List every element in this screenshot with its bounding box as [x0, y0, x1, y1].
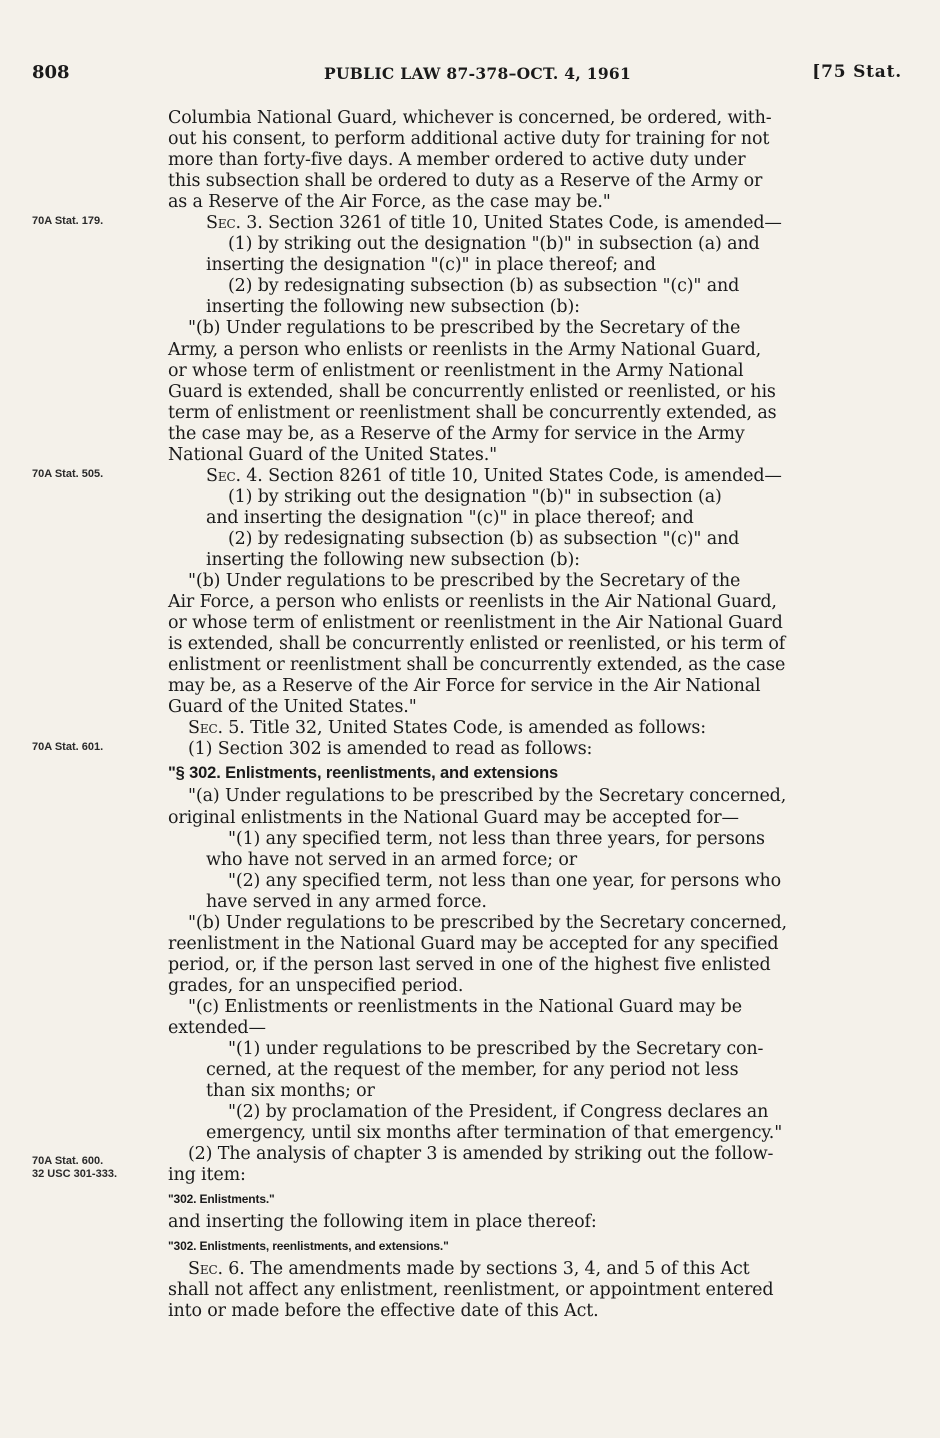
text-line: National Guard of the United States." [168, 444, 498, 465]
text-line: or whose term of enlistment or reenlistment in the Army National [168, 360, 744, 381]
section-label: Sec. 3. [206, 213, 263, 234]
text-line: enlistment or reenlistment shall be concurrently extended, as the case [168, 655, 786, 676]
text-line: "(1) any specified term, not less than three years, for persons [228, 828, 765, 849]
section-6-line [168, 1259, 820, 1280]
text-line: the case may be, as a Reserve of the Army for service in the Army [168, 423, 745, 444]
text-line: and inserting the designation "(c)" in place thereof; and [206, 507, 694, 528]
text-line: and inserting the following item in place thereof: [168, 1212, 597, 1233]
text-line: Columbia National Guard, whichever is concerned, be ordered, with- [168, 108, 772, 128]
text-line: have served in any armed force. [206, 891, 487, 912]
text-line: or whose term of enlistment or reenlistment in the Air National Guard [168, 613, 783, 634]
text-line: this subsection shall be ordered to duty as a Reserve of the Army or [168, 171, 763, 192]
section-4-line [168, 466, 820, 487]
text-line: Guard of the United States." [168, 697, 417, 718]
body-text [168, 108, 820, 1323]
text-line: Guard is extended, shall be concurrently enlisted or reenlisted, or his [168, 381, 776, 402]
text-line: grades, for an unspecified period. [168, 975, 464, 996]
text-line: "(2) any specified term, not less than one year, for persons who [228, 870, 781, 891]
text-line: (1) by striking out the designation "(b)" in subsection (a) and [228, 234, 760, 255]
text-line: "(c) Enlistments or reenlistments in the National Guard may be [188, 996, 742, 1017]
analysis-item: "302. Enlistments, reenlistments, and extensions." [168, 1239, 449, 1254]
section-3-line [168, 213, 820, 234]
text-line: shall not affect any enlistment, reenlistment, or appointment entered [168, 1280, 774, 1301]
text-line: inserting the designation "(c)" in place thereof; and [206, 255, 656, 276]
text-line: inserting the following new subsection (b): [206, 297, 580, 318]
text-line: (1) by striking out the designation "(b)" in subsection (a) [228, 486, 722, 507]
text-line: than six months; or [206, 1081, 375, 1102]
text-line: (2) by redesignating subsection (b) as subsection "(c)" and [228, 276, 740, 297]
analysis-item: "302. Enlistments." [168, 1192, 275, 1207]
section-text: The amendments made by sections 3, 4, and 5 of this Act [244, 1259, 750, 1280]
section-label: Sec. 4. [206, 465, 263, 486]
page-number: 808 [32, 62, 70, 83]
text-line: inserting the following new subsection (b): [206, 549, 580, 570]
text-line: "(2) by proclamation of the President, if Congress declares an [228, 1102, 769, 1123]
margin-note: 70A Stat. 505. [32, 468, 104, 480]
text-line: (1) Section 302 is amended to read as follows: [188, 739, 593, 760]
section-text: Title 32, United States Code, is amended as follows: [244, 718, 706, 739]
page-header [32, 62, 902, 90]
section-5-line [168, 718, 820, 739]
text-line: cerned, at the request of the member, for any period not less [206, 1060, 739, 1081]
text-line: reenlistment in the National Guard may be accepted for any specified [168, 933, 779, 954]
text-line: term of enlistment or reenlistment shall be concurrently extended, as [168, 402, 777, 423]
text-line: period, or, if the person last served in one of the highest five enlisted [168, 954, 771, 975]
text-line: "(b) Under regulations to be prescribed by the Secretary concerned, [188, 912, 787, 933]
text-line: more than forty-five days. A member ordered to active duty under [168, 150, 746, 171]
text-line: ing item: [168, 1165, 246, 1186]
text-line: who have not served in an armed force; or [206, 849, 577, 870]
margin-note: 70A Stat. 600. [32, 1155, 104, 1167]
text-line: may be, as a Reserve of the Air Force for service in the Air National [168, 676, 761, 697]
text-line: Air Force, a person who enlists or reenlists in the Air National Guard, [168, 592, 777, 613]
section-label: Sec. 6. [188, 1259, 245, 1280]
text-line: Army, a person who enlists or reenlists in the Army National Guard, [168, 339, 762, 360]
text-line: extended— [168, 1017, 266, 1038]
section-text: Section 3261 of title 10, United States Code, is amended— [262, 213, 782, 234]
text-line: "(b) Under regulations to be prescribed by the Secretary of the [188, 318, 741, 339]
page-title: PUBLIC LAW 87-378–OCT. 4, 1961 [324, 64, 632, 83]
text-line: emergency, until six months after termination of that emergency." [206, 1123, 783, 1144]
text-line: "(a) Under regulations to be prescribed by the Secretary concerned, [188, 786, 787, 807]
text-line: (2) by redesignating subsection (b) as subsection "(c)" and [228, 528, 740, 549]
section-label: Sec. 5. [188, 718, 245, 739]
text-line: "(1) under regulations to be prescribed by the Secretary con- [228, 1039, 764, 1060]
margin-note: 70A Stat. 179. [32, 215, 104, 227]
text-line: is extended, shall be concurrently enlisted or reenlisted, or his term of [168, 634, 786, 655]
section-text: Section 8261 of title 10, United States Code, is amended— [262, 465, 782, 486]
text-line: (2) The analysis of chapter 3 is amended by striking out the follow- [188, 1144, 774, 1165]
section-heading: "§ 302. Enlistments, reenlistments, and extensions [168, 764, 559, 783]
text-line: as a Reserve of the Air Force, as the case may be." [168, 192, 611, 213]
text-line: into or made before the effective date of this Act. [168, 1301, 599, 1322]
statute-reference: [75 Stat. [812, 62, 902, 82]
margin-note: 32 USC 301-333. [32, 1168, 117, 1180]
text-line: "(b) Under regulations to be prescribed by the Secretary of the [188, 571, 741, 592]
margin-note: 70A Stat. 601. [32, 741, 104, 753]
text-line: original enlistments in the National Guard may be accepted for— [168, 807, 739, 828]
text-line: out his consent, to perform additional active duty for training for not [168, 129, 770, 150]
